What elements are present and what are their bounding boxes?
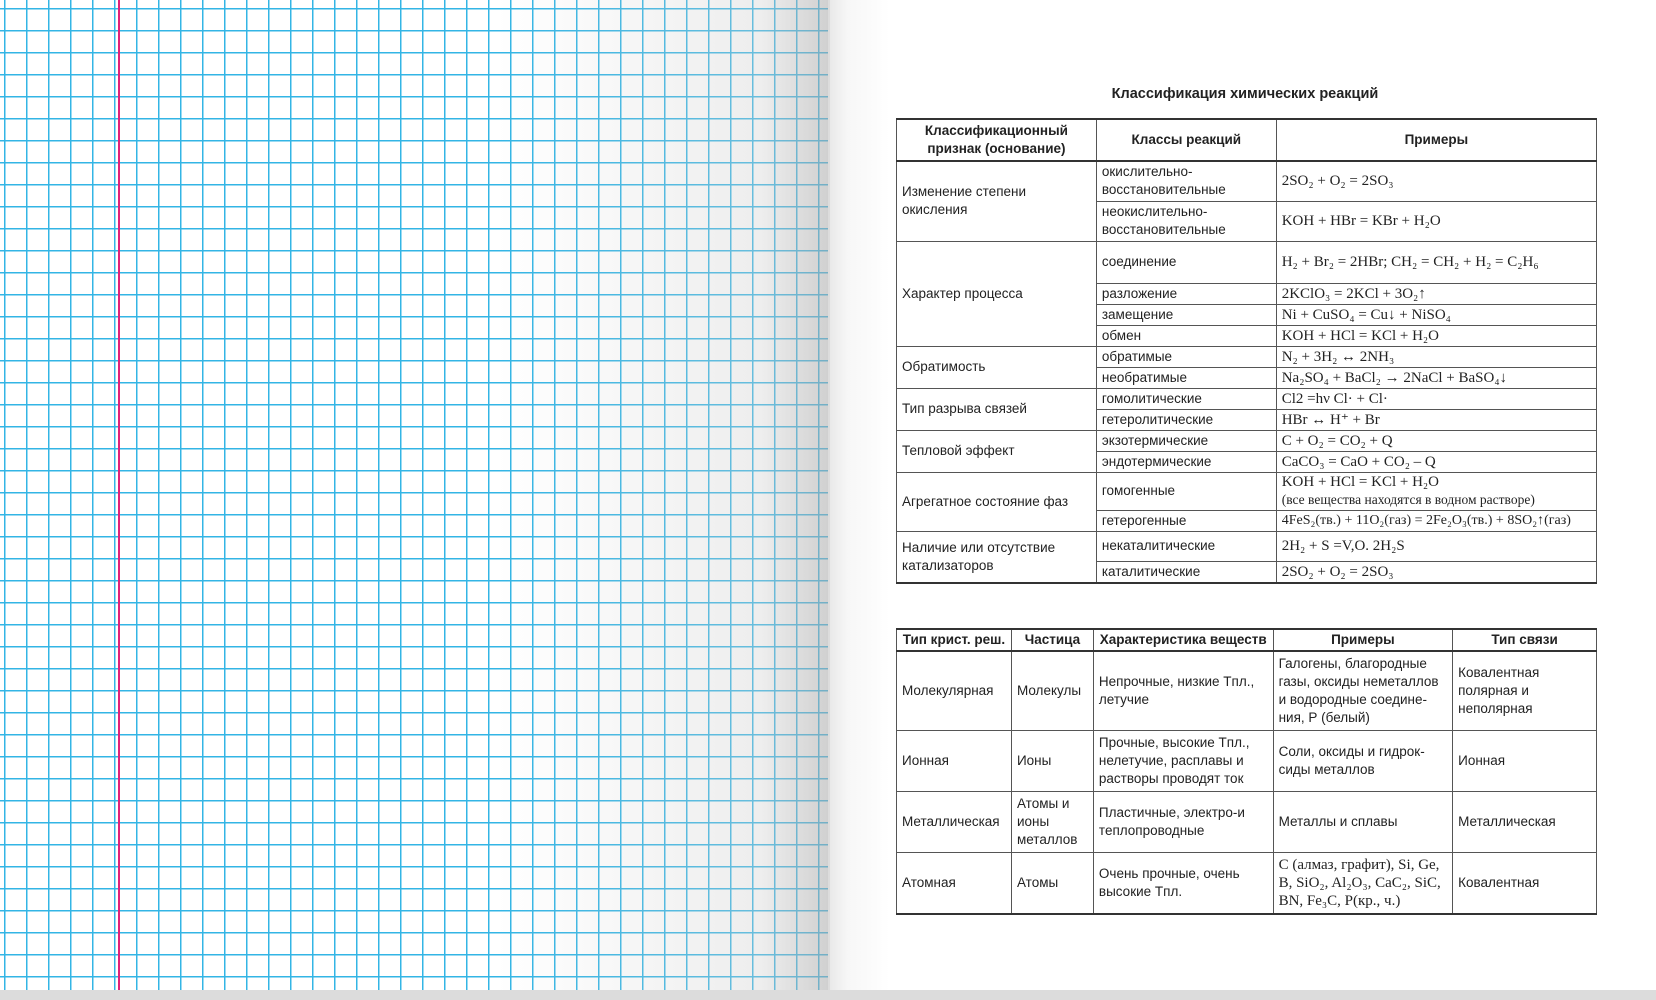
bond-type-cell: Ковалентная полярная и неполярная <box>1453 651 1597 731</box>
header-examples: Примеры <box>1276 119 1596 161</box>
examples-cell: Металлы и сплавы <box>1273 792 1453 853</box>
header-class: Классы реакций <box>1096 119 1276 161</box>
example-cell: H₂ + Br₂ = 2HBr; CH₂ = CH₂ + H₂ = C₂H₆ <box>1276 241 1596 283</box>
lattice-type-cell: Металлическая <box>897 792 1012 853</box>
example-cell: 2SO₂ + O₂ = 2SO₃ <box>1276 161 1596 201</box>
example-cell: Cl2 =hν Cl· + Cl· <box>1276 388 1596 409</box>
header-particle: Частица <box>1011 629 1093 651</box>
examples-cell: С (алмаз, графит), Si, Ge, B, SiO₂, Al₂O₃, CaC₂, SiC, BN, Fe₃C, P(кр., ч.) <box>1273 853 1453 915</box>
table-row <box>897 241 1597 283</box>
lattice-type-cell: Молекулярная <box>897 651 1012 731</box>
class-cell: необратимые <box>1096 367 1276 388</box>
table-row <box>897 731 1597 792</box>
example-cell: KOH + HCl = KCl + H₂O <box>1276 325 1596 346</box>
particle-cell: Молекулы <box>1011 651 1093 731</box>
bond-type-cell: Ковалентная <box>1453 853 1597 915</box>
header-criterion: Классификационный признак (основание) <box>897 119 1097 161</box>
example-cell: 4FeS₂(тв.) + 11O₂(газ) = 2Fe₂O₃(тв.) + 8SO₂↑(газ) <box>1276 510 1596 531</box>
header-lattice-type: Тип крист. реш. <box>897 629 1012 651</box>
criterion-cell: Агрегатное состояние фаз <box>897 472 1097 531</box>
reactions-header-row <box>897 119 1597 161</box>
class-cell: гомолитические <box>1096 388 1276 409</box>
crystal-lattice-table <box>896 628 1597 915</box>
crystal-header-row <box>897 629 1597 651</box>
bond-type-cell: Ионная <box>1453 731 1597 792</box>
criterion-cell: Наличие или отсутствие катализаторов <box>897 531 1097 583</box>
class-cell: окислительно-восстановительные <box>1096 161 1276 201</box>
header-examples: Примеры <box>1273 629 1453 651</box>
criterion-cell: Характер процесса <box>897 241 1097 346</box>
lattice-type-cell: Атомная <box>897 853 1012 915</box>
bond-type-cell: Металлическая <box>1453 792 1597 853</box>
example-cell: Na₂SO₄ + BaCl₂ → 2NaCl + BaSO₄↓ <box>1276 367 1596 388</box>
example-cell: Ni + CuSO₄ = Cu↓ + NiSO₄ <box>1276 304 1596 325</box>
example-cell: 2H₂ + S =V,O. 2H₂S <box>1276 531 1596 561</box>
class-cell: гомогенные <box>1096 472 1276 510</box>
margin-line <box>118 0 120 990</box>
table-row <box>897 531 1597 561</box>
grid-page <box>0 0 828 990</box>
example-note: (все вещества находятся в водном растворе) <box>1281 491 1535 507</box>
header-properties: Характеристика веществ <box>1093 629 1273 651</box>
header-bond-type: Тип связи <box>1453 629 1597 651</box>
example-cell: C + O₂ = CO₂ + Q <box>1276 430 1596 451</box>
particle-cell: Атомы и ионы металлов <box>1011 792 1093 853</box>
properties-cell: Пластичные, электро-и теплопроводные <box>1093 792 1273 853</box>
class-cell: неокислительно-восстановительные <box>1096 201 1276 241</box>
class-cell: обмен <box>1096 325 1276 346</box>
reactions-table <box>896 118 1597 584</box>
example-cell: N₂ + 3H₂ ↔ 2NH₃ <box>1276 346 1596 367</box>
class-cell: гетерогенные <box>1096 510 1276 531</box>
examples-cell: Соли, оксиды и гидрок-сиды металлов <box>1273 731 1453 792</box>
table-row <box>897 651 1597 731</box>
example-cell: CaCO₃ = CaO + CO₂ – Q <box>1276 451 1596 472</box>
page-title: Классификация химических реакций <box>1111 86 1379 102</box>
particle-cell: Ионы <box>1011 731 1093 792</box>
table-row <box>897 853 1597 915</box>
example-cell: HBr ↔ H⁺ + Br <box>1276 409 1596 430</box>
criterion-cell: Изменение степени окисления <box>897 161 1097 241</box>
class-cell: некаталитические <box>1096 531 1276 561</box>
criterion-cell: Обратимость <box>897 346 1097 388</box>
example-cell: 2SO₂ + O₂ = 2SO₃ <box>1276 561 1596 583</box>
table-row <box>897 161 1597 201</box>
criterion-cell: Тип разрыва связей <box>897 388 1097 430</box>
class-cell: экзотермические <box>1096 430 1276 451</box>
lattice-type-cell: Ионная <box>897 731 1012 792</box>
example-cell: KOH + HBr = KBr + H₂O <box>1276 201 1596 241</box>
table-row <box>897 792 1597 853</box>
properties-cell: Непрочные, низкие Tпл., летучие <box>1093 651 1273 731</box>
class-cell: гетеролитические <box>1096 409 1276 430</box>
criterion-cell: Тепловой эффект <box>897 430 1097 472</box>
example-formula: KOH + HCl = KCl + H₂O <box>1281 473 1439 490</box>
class-cell: эндотермические <box>1096 451 1276 472</box>
class-cell: разложение <box>1096 283 1276 304</box>
table-row <box>897 388 1597 409</box>
class-cell: замещение <box>1096 304 1276 325</box>
example-cell <box>1276 472 1596 510</box>
properties-cell: Прочные, высокие Tпл., нелетучие, расплавы и растворы проводят ток <box>1093 731 1273 792</box>
properties-cell: Очень прочные, очень высокие Tпл. <box>1093 853 1273 915</box>
examples-cell: Галогены, благородные газы, оксиды неметаллов и водородные соедине-ния, Р (белый) <box>1273 651 1453 731</box>
table-row <box>897 430 1597 451</box>
example-cell: 2KClO₃ = 2KCl + 3O₂↑ <box>1276 283 1596 304</box>
reference-page <box>830 0 1656 990</box>
class-cell: соединение <box>1096 241 1276 283</box>
class-cell: обратимые <box>1096 346 1276 367</box>
class-cell: каталитические <box>1096 561 1276 583</box>
table-row <box>897 346 1597 367</box>
table-row <box>897 472 1597 510</box>
particle-cell: Атомы <box>1011 853 1093 915</box>
